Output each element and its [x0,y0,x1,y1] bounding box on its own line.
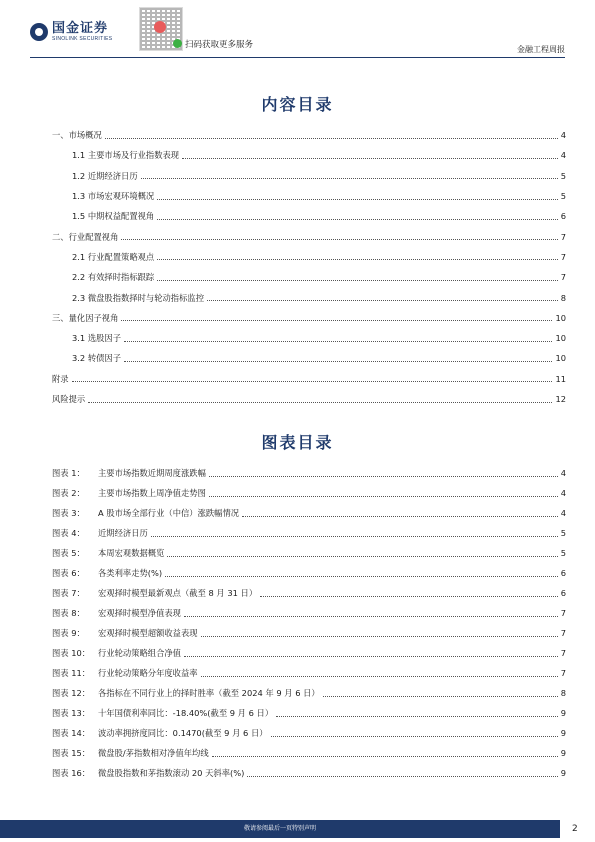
dot-leader [207,300,558,301]
toc-entry-page: 12 [555,394,566,404]
figure-entry-number: 图表 12： [52,688,91,698]
figure-entry[interactable] [52,723,566,743]
toc-entry-label: 1.1 主要市场及行业指数表现 [72,150,180,161]
toc-entry-label: 一、市场概况 [52,130,102,141]
figure-entry-page: 5 [560,528,566,538]
toc-entry[interactable] [52,369,566,389]
figure-entry[interactable] [52,583,566,603]
figure-entry-label: 本周宏观数据概览 [98,548,165,558]
toc-entry-label: 1.5 中期权益配置视角 [72,211,155,222]
dot-leader [323,696,558,697]
toc-entry[interactable] [52,125,566,145]
toc-entry[interactable] [52,328,566,348]
logo-cn-text: 国金证券 [52,21,109,36]
toc-entry[interactable] [52,206,566,226]
figure-entry-page: 7 [560,628,566,638]
dot-leader [209,476,558,477]
figure-entry-number: 图表 5： [52,548,85,558]
toc-entry[interactable] [52,226,566,246]
dot-leader [124,341,552,342]
figure-entry[interactable] [52,763,566,783]
figure-entry-label: 行业轮动策略组合净值 [98,648,181,658]
figure-entry[interactable] [52,703,566,723]
toc-entry-label: 风险提示 [52,394,86,404]
figure-entry-page: 9 [560,728,566,738]
dot-leader [157,280,558,281]
dot-leader [157,199,558,200]
figure-entry-number: 图表 6： [52,568,85,578]
toc-entry-label: 1.3 市场宏观环境概况 [72,191,155,202]
figure-entry[interactable] [52,543,566,563]
qr-caption: 扫码获取更多服务 [185,40,254,50]
figure-entry-label: 行业轮动策略分年度收益率 [98,668,198,678]
figure-entry-label: 主要市场指数近期周度涨跌幅 [98,468,206,478]
figure-entry-page: 6 [560,588,566,598]
dot-leader [212,756,558,757]
figure-entry-number: 图表 14： [52,728,91,738]
figure-entry-label: 主要市场指数上周净值走势图 [98,488,206,498]
toc-entry-page: 5 [560,191,566,202]
toc-entry-label: 1.2 近期经济日历 [72,170,138,181]
contents-list [52,125,566,409]
toc-entry[interactable] [52,186,566,206]
figure-entry-label: 宏观择时模型超额收益表现 [98,628,198,638]
header-divider [30,57,565,58]
dot-leader [242,516,558,517]
figure-entry-label: 波动率拥挤度同比：0.1470(截至 9 月 6 日） [98,728,268,738]
figure-entry-number: 图表 3： [52,508,85,518]
figure-entry-page: 7 [560,608,566,618]
figure-entry-page: 9 [560,768,566,778]
figures-list [52,463,566,783]
figure-entry-number: 图表 11： [52,668,91,678]
toc-entry-page: 4 [560,150,566,161]
dot-leader [271,736,558,737]
toc-entry-page: 7 [560,251,566,262]
figure-entry-page: 8 [560,688,566,698]
figure-entry-number: 图表 15： [52,748,91,758]
figure-entry-number: 图表 2： [52,488,85,498]
figure-entry[interactable] [52,563,566,583]
dot-leader [141,178,558,179]
figure-entry-label: 宏观择时模型净值表现 [98,608,181,618]
figure-entry[interactable] [52,743,566,763]
dot-leader [184,616,558,617]
toc-entry-label: 3.1 选股因子 [72,333,122,344]
figure-entry-label: 宏观择时模型最新观点（截至 8 月 31 日） [98,588,258,598]
figure-entry[interactable] [52,523,566,543]
figure-entry[interactable] [52,663,566,683]
dot-leader [105,138,558,139]
toc-entry[interactable] [52,308,566,328]
qr-center-logo-icon [154,21,166,33]
toc-entry-page: 4 [560,130,566,141]
dot-leader [121,239,557,240]
figure-entry-number: 图表 8： [52,608,85,618]
figure-entry-label: 各类利率走势(%) [98,568,163,578]
dot-leader [167,556,557,557]
toc-entry-label: 2.3 微盘股指数择时与轮动指标监控 [72,292,204,303]
figure-entry-label: 近期经济日历 [98,528,148,538]
figure-entry-page: 4 [560,468,566,478]
figure-entry-label: A 股市场全部行业（中信）涨跌幅情况 [98,508,240,518]
contents-title: 内容目录 [261,95,334,114]
toc-entry-label: 附录 [52,373,69,384]
dot-leader [157,259,558,260]
figure-entry-number: 图表 9： [52,628,85,638]
toc-entry[interactable] [52,287,566,307]
figure-entry[interactable] [52,503,566,523]
dot-leader [247,776,557,777]
figure-entry[interactable] [52,683,566,703]
figure-entry-number: 图表 16： [52,768,91,778]
figure-entry-label: 十年国债利率同比：-18.40%(截至 9 月 6 日） [98,708,274,718]
dot-leader [72,381,553,382]
toc-entry[interactable] [52,166,566,186]
figure-entry-page: 9 [560,708,566,718]
toc-entry[interactable] [52,348,566,368]
toc-entry-page: 5 [560,170,566,181]
sinolink-logo [30,22,112,42]
figures-title: 图表目录 [261,433,334,452]
toc-entry[interactable] [52,145,566,165]
figure-entry-page: 6 [560,568,566,578]
figure-entry[interactable] [52,483,566,503]
figure-entry-number: 图表 1： [52,468,85,478]
toc-entry-label: 三、量化因子视角 [52,312,119,323]
toc-entry-label: 2.1 行业配置策略观点 [72,251,155,262]
toc-entry[interactable] [52,267,566,287]
figure-entry-page: 7 [560,648,566,658]
dot-leader [157,219,558,220]
toc-entry[interactable] [52,389,566,409]
page-header [0,0,595,62]
dot-leader [201,636,558,637]
toc-entry-label: 二、行业配置视角 [52,231,119,242]
report-type-label: 金融工程周报 [517,45,565,54]
figure-entry-page: 4 [560,508,566,518]
logo-en-text: SINOLINK SECURITIES [52,36,113,42]
dot-leader [184,656,558,657]
dot-leader [165,576,558,577]
toc-entry-page: 10 [555,333,566,344]
dot-leader [124,361,552,362]
figure-entry-page: 9 [560,748,566,758]
page-footer [0,812,595,842]
toc-entry-label: 3.2 转债因子 [72,353,122,364]
figure-entry-label: 微盘股指数和茅指数滚动 20 天斜率(%) [98,768,245,778]
dot-leader [182,158,558,159]
logo-mark-icon [30,23,48,41]
footer-disclaimer: 敬请参阅最后一页特别声明 [243,825,316,832]
figure-entry[interactable] [52,463,566,483]
figure-entry-label: 微盘股/茅指数相对净值年均线 [98,748,209,758]
figure-entry-number: 图表 13： [52,708,91,718]
figure-entry[interactable] [52,643,566,663]
dot-leader [209,496,558,497]
dot-leader [276,716,558,717]
dot-leader [151,536,558,537]
dot-leader [88,402,552,403]
figure-entry-label: 各指标在不同行业上的择时胜率（截至 2024 年 9 月 6 日） [98,688,320,698]
toc-entry-page: 10 [555,312,566,323]
figure-entry[interactable] [52,623,566,643]
toc-entry-page: 11 [555,373,566,384]
toc-entry-label: 2.2 有效择时指标跟踪 [72,272,155,283]
figure-entry-page: 7 [560,668,566,678]
dot-leader [121,320,552,321]
toc-entry[interactable] [52,247,566,267]
dot-leader [201,676,558,677]
toc-entry-page: 7 [560,272,566,283]
figure-entry-number: 图表 4： [52,528,85,538]
toc-entry-page: 10 [555,353,566,364]
dot-leader [260,596,558,597]
figure-entry-page: 5 [560,548,566,558]
figure-entry-page: 4 [560,488,566,498]
figure-entry-number: 图表 10： [52,648,91,658]
toc-entry-page: 8 [560,292,566,303]
toc-entry-page: 6 [560,211,566,222]
page-number: 2 [572,824,578,834]
toc-entry-page: 7 [560,231,566,242]
figure-entry-number: 图表 7： [52,588,85,598]
figure-entry[interactable] [52,603,566,623]
wechat-icon [173,39,182,48]
